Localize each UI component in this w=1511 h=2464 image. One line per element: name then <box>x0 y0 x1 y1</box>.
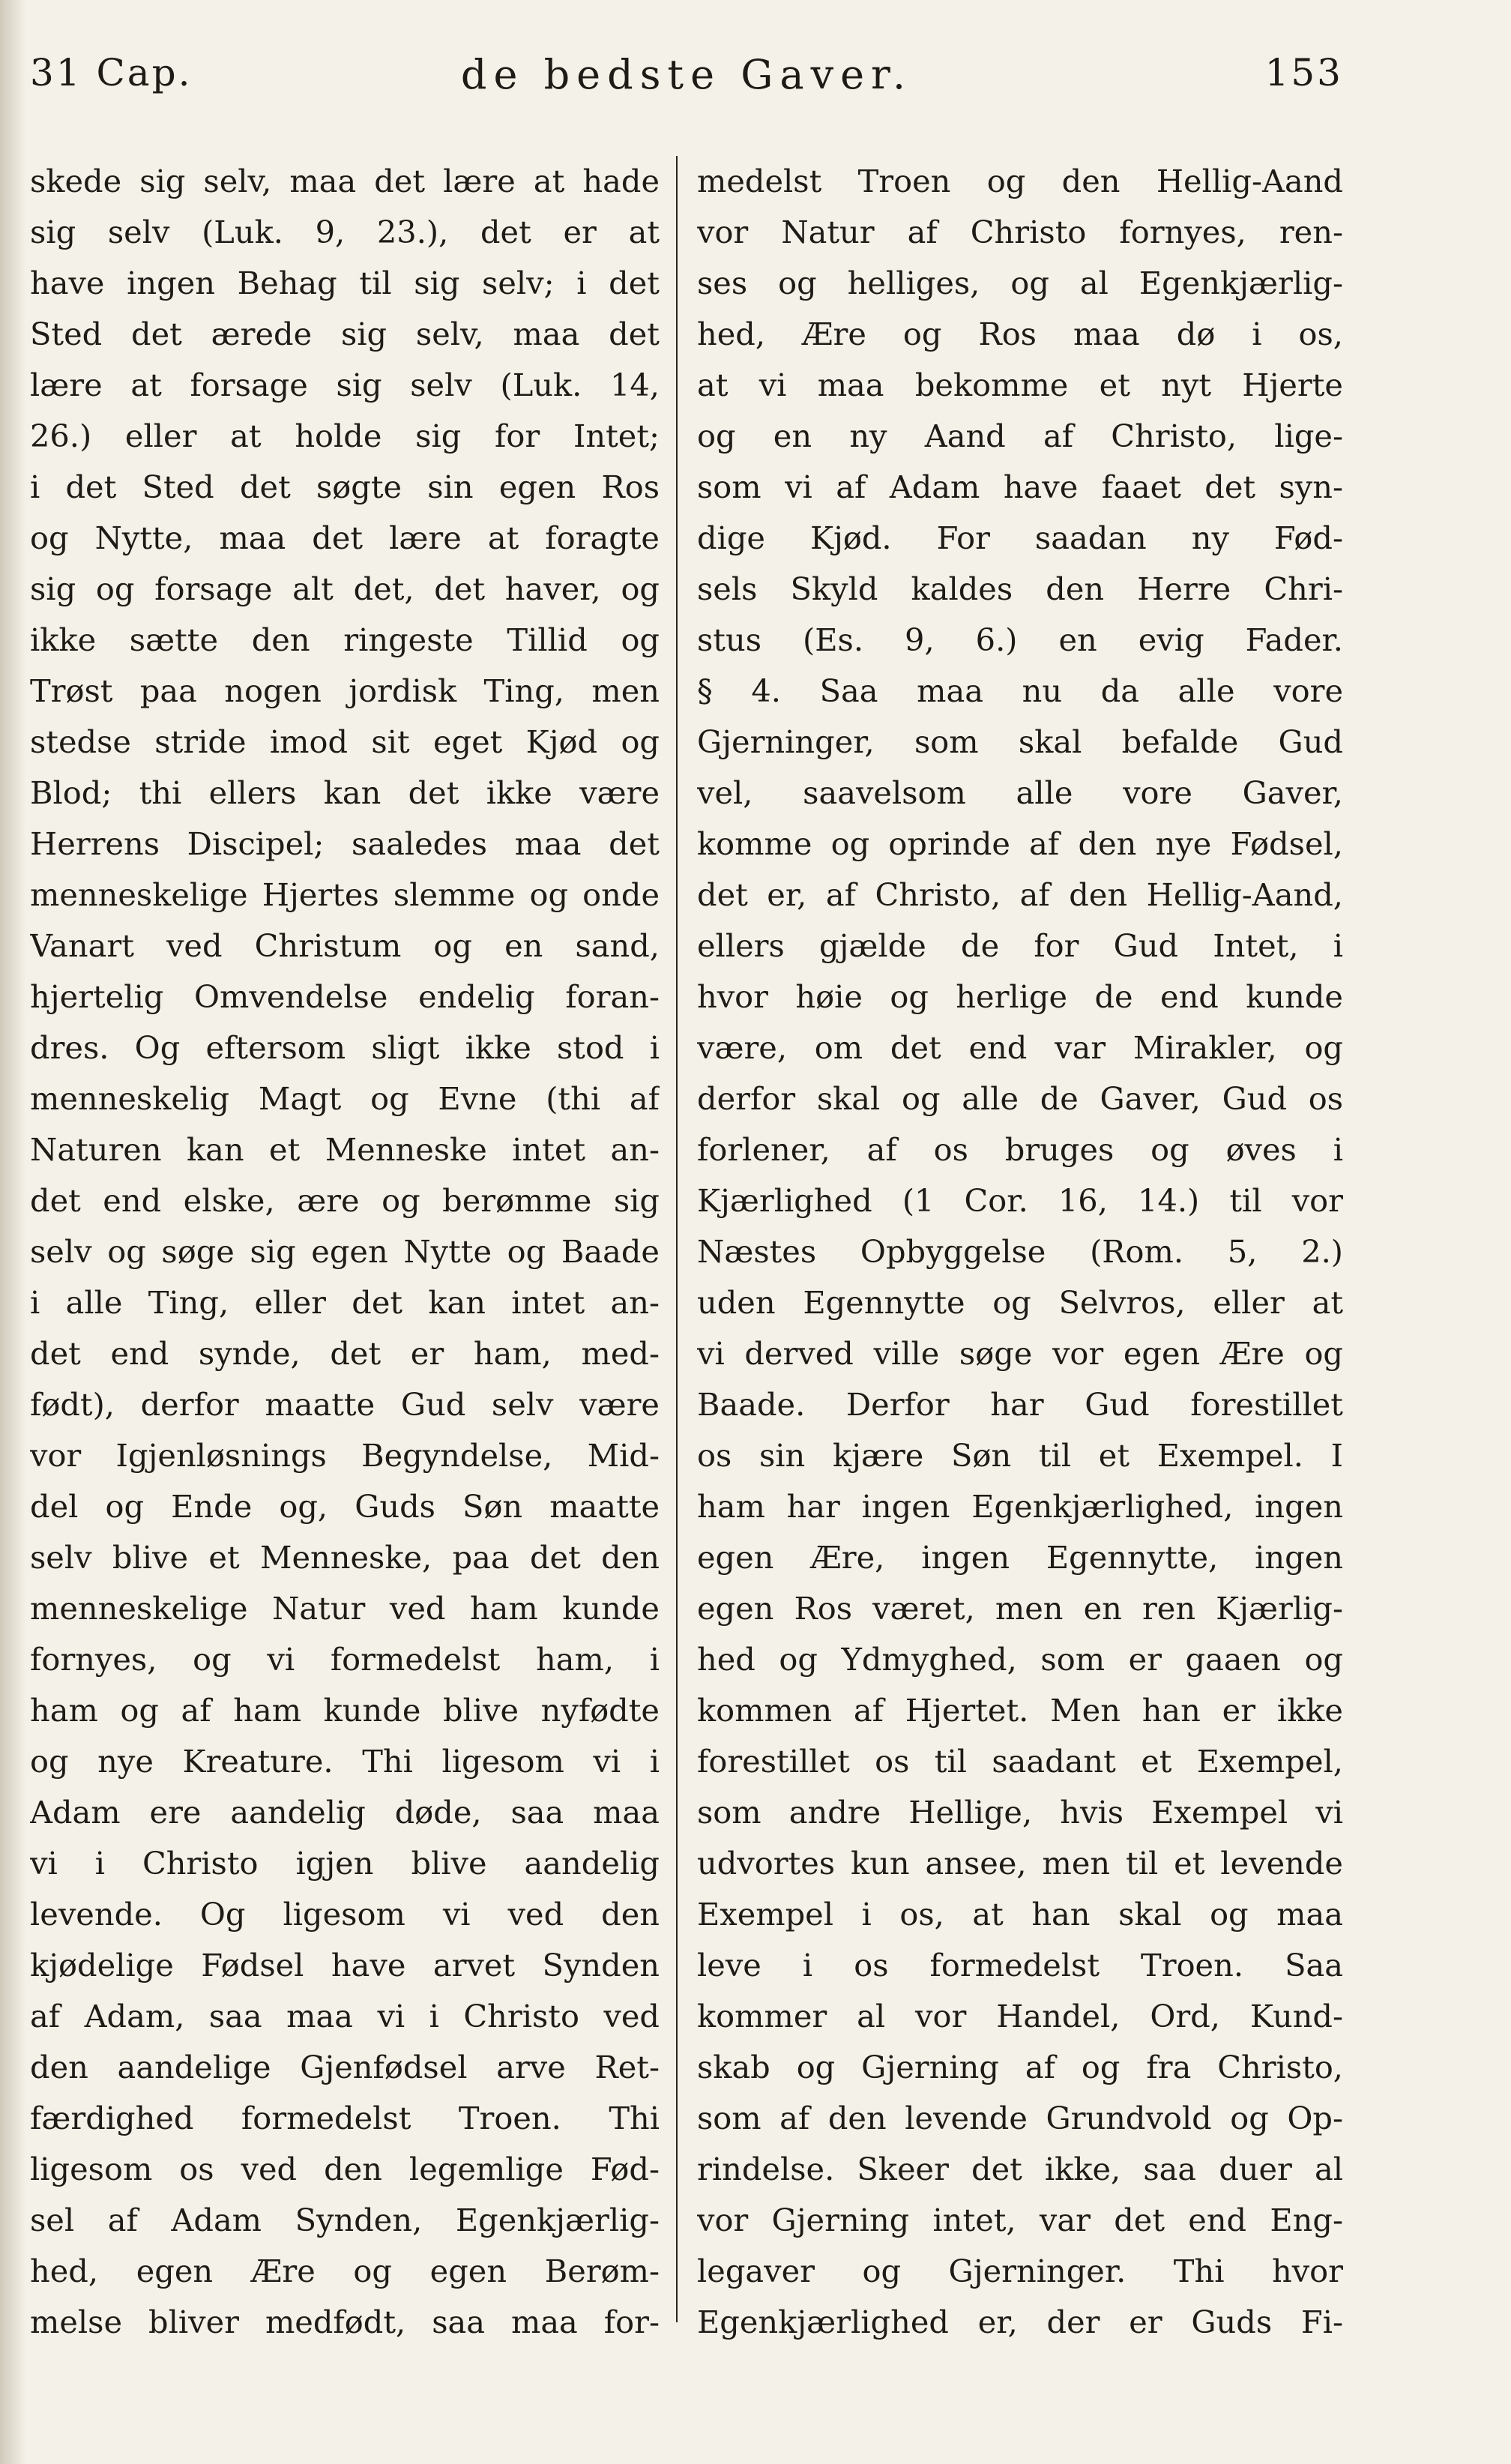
text-line: selv og søge sig egen Nytte og Baade <box>30 1233 660 1270</box>
text-line: det er, af Christo, af den Hellig-Aand, <box>697 876 1343 913</box>
page-binding-edge <box>0 0 25 2464</box>
text-line: have ingen Behag til sig selv; i det <box>30 265 660 301</box>
text-line: hed, Ære og Ros maa dø i os, <box>697 316 1343 352</box>
text-line: 26.) eller at holde sig for Intet; <box>30 418 660 454</box>
text-line: del og Ende og, Guds Søn maatte <box>30 1488 660 1525</box>
text-line: stus (Es. 9, 6.) en evig Fader. <box>697 621 1343 658</box>
text-line: Trøst paa nogen jordisk Ting, men <box>30 672 660 709</box>
text-line: vi derved ville søge vor egen Ære og <box>697 1335 1343 1372</box>
text-line: Vanart ved Christum og en sand, <box>30 927 660 964</box>
right-text-column <box>697 156 1343 2348</box>
chapter-label: 31 Cap. <box>30 51 193 94</box>
text-line: Adam ere aandelig døde, saa maa <box>30 1794 660 1831</box>
text-line: skab og Gjerning af og fra Christo, <box>697 2049 1343 2085</box>
text-line: forestillet os til saadant et Exempel, <box>697 1743 1343 1780</box>
text-line: vel, saavelsom alle vore Gaver, <box>697 774 1343 811</box>
text-line: som andre Hellige, hvis Exempel vi <box>697 1794 1343 1831</box>
text-line: født), derfor maatte Gud selv være <box>30 1386 660 1423</box>
text-line: melse bliver medfødt, saa maa for- <box>30 2304 660 2340</box>
text-line: og en ny Aand af Christo, lige- <box>697 418 1343 454</box>
text-line: i det Sted det søgte sin egen Ros <box>30 469 660 505</box>
text-line: ligesom os ved den legemlige Fød- <box>30 2151 660 2187</box>
text-line: Blod; thi ellers kan det ikke være <box>30 774 660 811</box>
text-line: forlener, af os bruges og øves i <box>697 1131 1343 1168</box>
text-line: legaver og Gjerninger. Thi hvor <box>697 2253 1343 2289</box>
column-divider <box>676 156 678 2322</box>
running-title: de bedste Gaver. <box>460 51 913 98</box>
text-line: fornyes, og vi formedelst ham, i <box>30 1641 660 1678</box>
text-line: i alle Ting, eller det kan intet an- <box>30 1284 660 1321</box>
text-line: ham har ingen Egenkjærlighed, ingen <box>697 1488 1343 1525</box>
text-line: ikke sætte den ringeste Tillid og <box>30 621 660 658</box>
text-line: ses og helliges, og al Egenkjærlig- <box>697 265 1343 301</box>
text-line: derfor skal og alle de Gaver, Gud os <box>697 1080 1343 1117</box>
text-line: leve i os formedelst Troen. Saa <box>697 1947 1343 1983</box>
text-line: Gjerninger, som skal befalde Gud <box>697 723 1343 760</box>
text-line: det end elske, ære og berømme sig <box>30 1182 660 1219</box>
text-line: hvor høie og herlige de end kunde <box>697 978 1343 1015</box>
text-line: den aandelige Gjenfødsel arve Ret- <box>30 2049 660 2085</box>
text-line: Sted det ærede sig selv, maa det <box>30 316 660 352</box>
text-line: være, om det end var Mirakler, og <box>697 1029 1343 1066</box>
text-line: uden Egennytte og Selvros, eller at <box>697 1284 1343 1321</box>
text-line: Herrens Discipel; saaledes maa det <box>30 825 660 862</box>
text-line: udvortes kun ansee, men til et levende <box>697 1845 1343 1882</box>
text-line: som af den levende Grundvold og Op- <box>697 2100 1343 2136</box>
text-line: egen Ære, ingen Egennytte, ingen <box>697 1539 1343 1576</box>
text-line: som vi af Adam have faaet det syn- <box>697 469 1343 505</box>
text-line: Næstes Opbyggelse (Rom. 5, 2.) <box>697 1233 1343 1270</box>
text-line: vor Igjenløsnings Begyndelse, Mid- <box>30 1437 660 1474</box>
text-line: færdighed formedelst Troen. Thi <box>30 2100 660 2136</box>
text-line: lære at forsage sig selv (Luk. 14, <box>30 367 660 403</box>
page-number: 153 <box>1264 51 1343 94</box>
text-line: medelst Troen og den Hellig-Aand <box>697 163 1343 199</box>
text-line: vor Gjerning intet, var det end Eng- <box>697 2202 1343 2238</box>
text-line: selv blive et Menneske, paa det den <box>30 1539 660 1576</box>
text-line: og Nytte, maa det lære at foragte <box>30 519 660 556</box>
text-line: komme og oprinde af den nye Fødsel, <box>697 825 1343 862</box>
text-line: og nye Kreature. Thi ligesom vi i <box>30 1743 660 1780</box>
text-line: menneskelige Hjertes slemme og onde <box>30 876 660 913</box>
text-line: ellers gjælde de for Gud Intet, i <box>697 927 1343 964</box>
text-line: hed, egen Ære og egen Berøm- <box>30 2253 660 2289</box>
text-line: vi i Christo igjen blive aandelig <box>30 1845 660 1882</box>
text-line: Kjærlighed (1 Cor. 16, 14.) til vor <box>697 1182 1343 1219</box>
text-line: Egenkjærlighed er, der er Guds Fi- <box>697 2304 1343 2340</box>
text-line: § 4. Saa maa nu da alle vore <box>697 672 1343 709</box>
text-line: sig selv (Luk. 9, 23.), det er at <box>30 214 660 250</box>
text-line: rindelse. Skeer det ikke, saa duer al <box>697 2151 1343 2187</box>
text-line: vor Natur af Christo fornyes, ren- <box>697 214 1343 250</box>
text-line: Baade. Derfor har Gud forestillet <box>697 1386 1343 1423</box>
text-line: hed og Ydmyghed, som er gaaen og <box>697 1641 1343 1678</box>
text-line: os sin kjære Søn til et Exempel. I <box>697 1437 1343 1474</box>
text-line: Exempel i os, at han skal og maa <box>697 1896 1343 1933</box>
running-header <box>30 51 1343 111</box>
text-line: det end synde, det er ham, med- <box>30 1335 660 1372</box>
text-line: at vi maa bekomme et nyt Hjerte <box>697 367 1343 403</box>
text-line: stedse stride imod sit eget Kjød og <box>30 723 660 760</box>
text-line: levende. Og ligesom vi ved den <box>30 1896 660 1933</box>
text-line: dige Kjød. For saadan ny Fød- <box>697 519 1343 556</box>
text-line: egen Ros været, men en ren Kjærlig- <box>697 1590 1343 1627</box>
text-line: Naturen kan et Menneske intet an- <box>30 1131 660 1168</box>
text-line: dres. Og eftersom sligt ikke stod i <box>30 1029 660 1066</box>
text-line: skede sig selv, maa det lære at hade <box>30 163 660 199</box>
text-line: kommen af Hjertet. Men han er ikke <box>697 1692 1343 1729</box>
text-line: sels Skyld kaldes den Herre Chri- <box>697 570 1343 607</box>
text-line: sig og forsage alt det, det haver, og <box>30 570 660 607</box>
text-line: hjertelig Omvendelse endelig foran- <box>30 978 660 1015</box>
text-line: kjødelige Fødsel have arvet Synden <box>30 1947 660 1983</box>
text-line: menneskelig Magt og Evne (thi af <box>30 1080 660 1117</box>
text-line: ham og af ham kunde blive nyfødte <box>30 1692 660 1729</box>
text-line: kommer al vor Handel, Ord, Kund- <box>697 1998 1343 2034</box>
text-line: af Adam, saa maa vi i Christo ved <box>30 1998 660 2034</box>
text-line: menneskelige Natur ved ham kunde <box>30 1590 660 1627</box>
text-line: sel af Adam Synden, Egenkjærlig- <box>30 2202 660 2238</box>
left-text-column <box>30 156 660 2348</box>
